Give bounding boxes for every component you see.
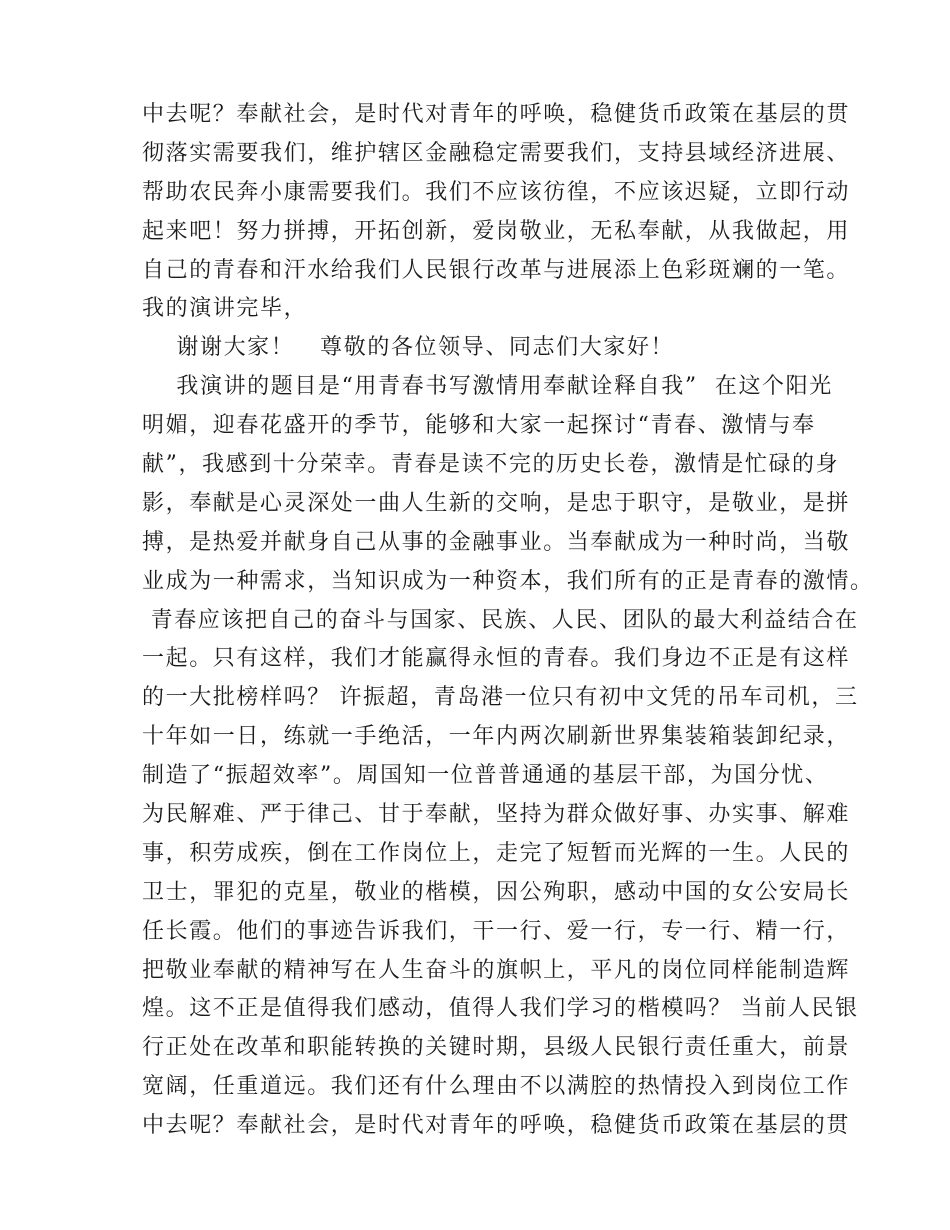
- text-line: 宽阔，任重道远。我们还有什么理由不以满腔的热情投入到岗位工作: [142, 1074, 851, 1100]
- text-line: 一起。只有这样，我们才能赢得永恒的青春。我们身边不正是有这样: [142, 646, 851, 672]
- text-line: 的一大批榜样吗？ 许振超，青岛港一位只有初中文凭的吊车司机，三: [142, 685, 859, 711]
- body-text: [142, 96, 874, 1146]
- text-line: 卫士，罪犯的克星，敬业的楷模，因公殉职，感动中国的女公安局长: [142, 879, 851, 905]
- text-line: 把敬业奉献的精神写在人生奋斗的旗帜上，平凡的岗位同样能制造辉: [142, 957, 851, 983]
- text-line: 青春应该把自己的奋斗与国家、民族、人民、团队的最大利益结合在: [142, 607, 859, 633]
- text-line: 我的演讲完毕，: [142, 296, 308, 322]
- text-line: 影，奉献是心灵深处一曲人生新的交响，是忠于职守，是敬业，是拼: [142, 490, 851, 516]
- text-line: 我演讲的题目是“用青春书写激情用奉献诠释自我” 在这个阳光: [142, 374, 833, 400]
- text-line: 为民解难、严于律己、甘于奉献，坚持为群众做好事、办实事、解难: [142, 802, 851, 828]
- text-line: 煌。这不正是值得我们感动，值得人我们学习的楷模吗？ 当前人民银: [142, 996, 859, 1022]
- text-line: 献”，我感到十分荣幸。青春是读不完的历史长卷，激情是忙碌的身: [142, 452, 840, 478]
- text-line: 谢谢大家！ 尊敬的各位领导、同志们大家好！: [142, 335, 675, 361]
- text-line: 自己的青春和汗水给我们人民银行改革与进展添上色彩斑斓的一笔。: [142, 257, 851, 283]
- text-line: 帮助农民奔小康需要我们。我们不应该彷徨，不应该迟疑，立即行动: [142, 179, 851, 205]
- text-line: 搏，是热爱并献身自己从事的金融事业。当奉献成为一种时尚，当敬: [142, 529, 851, 555]
- text-line: 明媚，迎春花盛开的季节，能够和大家一起探讨“青春、激情与奉: [142, 413, 816, 439]
- text-line: 中去呢？奉献社会，是时代对青年的呼唤，稳健货币政策在基层的贯: [142, 102, 851, 127]
- text-line: 制造了“振超效率”。周国知一位普普通通的基层干部，为国分忧、: [142, 763, 829, 789]
- text-line: 业成为一种需求，当知识成为一种资本，我们所有的正是青春的激情。: [142, 568, 874, 594]
- text-line: 行正处在改革和职能转换的关键时期，县级人民银行责任重大，前景: [142, 1035, 851, 1061]
- text-line: 任长霞。他们的事迹告诉我们，干一行、爱一行，专一行、精一行，: [142, 918, 851, 944]
- text-line: 中去呢？奉献社会，是时代对青年的呼唤，稳健货币政策在基层的贯: [142, 1113, 851, 1139]
- text-line: 彻落实需要我们，维护辖区金融稳定需要我们，支持县域经济进展、: [142, 140, 851, 166]
- text-line: 事，积劳成疾，倒在工作岗位上，走完了短暂而光辉的一生。人民的: [142, 840, 851, 866]
- text-line: 十年如一日，练就一手绝活，一年内两次刷新世界集装箱装卸纪录，: [142, 724, 851, 750]
- text-line: 起来吧！努力拼搏，开拓创新，爱岗敬业，无私奉献，从我做起，用: [142, 218, 851, 244]
